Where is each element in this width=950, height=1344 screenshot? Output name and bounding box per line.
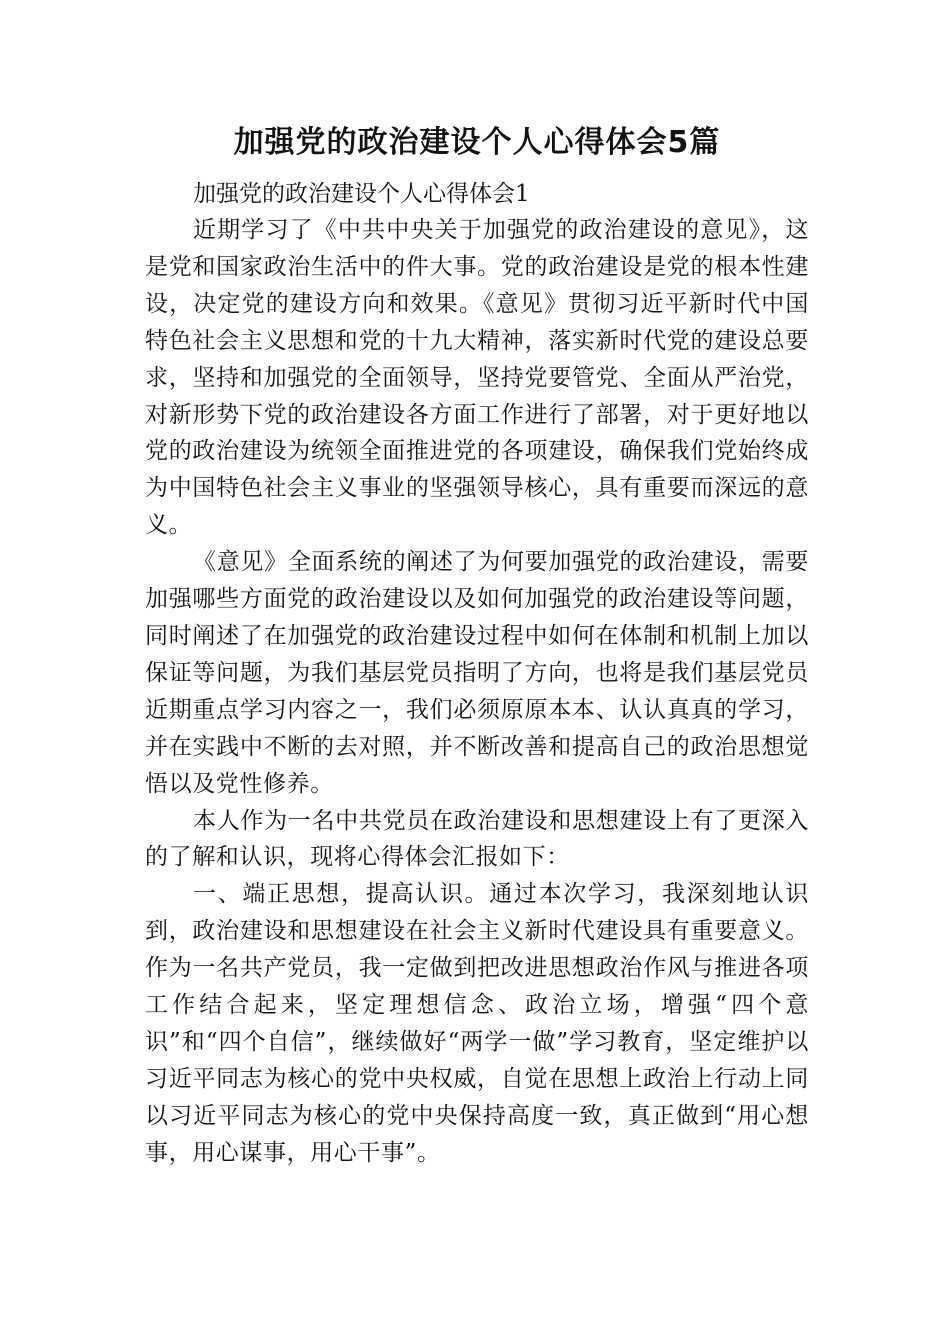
paragraph-3: 本人作为一名中共党员在政治建设和思想建设上有了更深入的了解和认识，现将心得体会汇报如下： — [145, 807, 809, 871]
paragraph-4: 一、端正思想，提高认识。通过本次学习，我深刻地认识到，政治建设和思想建设在社会主义新时代建设具有重要意义。作为一名共产党员，我一定做到把改进思想政治作风与推进各项工作结合起来，坚定理想信念、政治立场，增强“四个意识”和“四个自信”，继续做好“两学一做”学习教育，坚定维护以习近平同志为核心的党中央权威，自觉在思想上政治上行动上同以习近平同志为核心的党中央保持高度一致，真正做到“用心想事，用心谋事，用心干事”。 — [145, 881, 809, 1166]
paragraph-2: 《意见》全面系统的阐述了为何要加强党的政治建设，需要加强哪些方面党的政治建设以及如何加强党的政治建设等问题，同时阐述了在加强党的政治建设过程中如何在体制和机制上加以保证等问题，为我们基层党员指明了方向，也将是我们基层党员近期重点学习内容之一，我们必须原原本本、认认真真的学习，并在实践中不断的去对照，并不断改善和提高自己的政治思想觉悟以及党性修养。 — [145, 549, 809, 797]
document-title: 加强党的政治建设个人心得体会5篇 — [233, 125, 721, 160]
paragraph-1: 近期学习了《中共中央关于加强党的政治建设的意见》，这是党和国家政治生活中的件大事。党的政治建设是党的根本性建设，决定党的建设方向和效果。《意见》贯彻习近平新时代中国特色社会主义思想和党的十九大精神，落实新时代党的建设总要求，坚持和加强党的全面领导，坚持党要管党、全面从严治党，对新形势下党的政治建设各方面工作进行了部署，对于更好地以党的政治建设为统领全面推进党的各项建设，确保我们党始终成为中国特色社会主义事业的坚强领导核心，具有重要而深远的意义。 — [145, 217, 809, 539]
document-page — [145, 118, 809, 1172]
section-subtitle: 加强党的政治建设个人心得体会1 — [193, 181, 530, 207]
